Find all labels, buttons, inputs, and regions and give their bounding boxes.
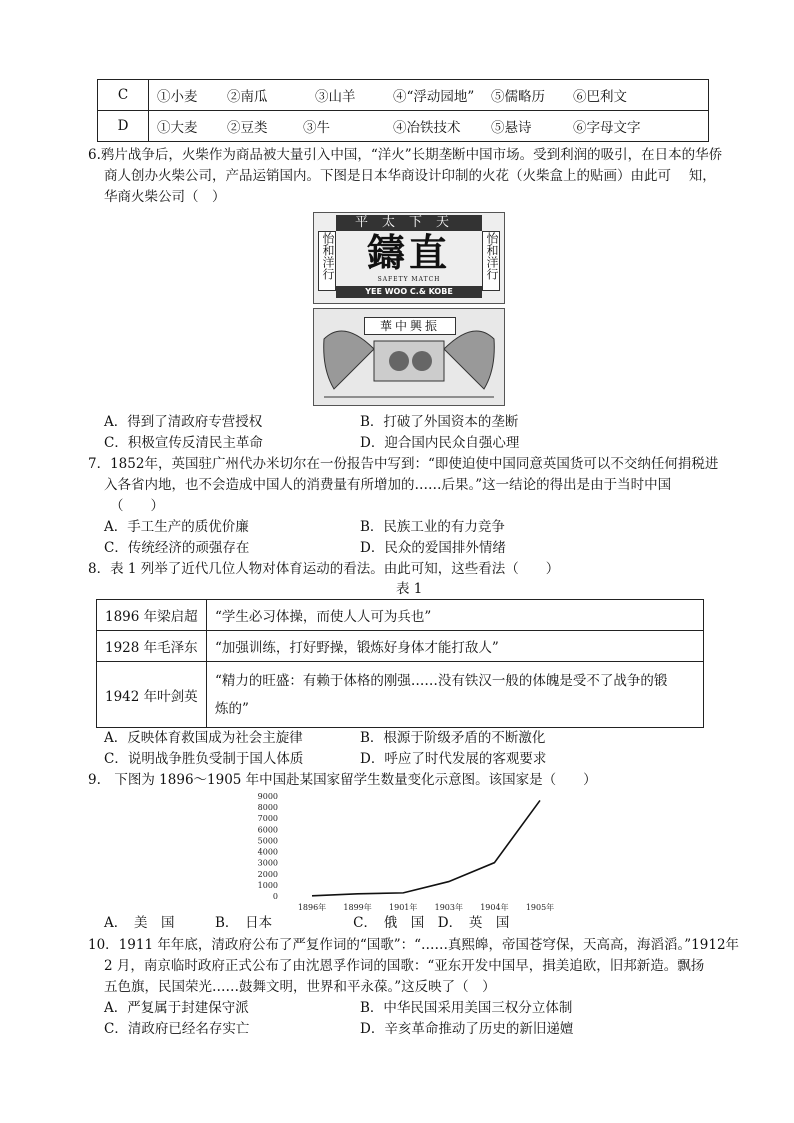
match-label-top <box>313 212 505 304</box>
x-tick-label: 1905年 <box>525 903 555 912</box>
item: ④“浮动园地” <box>393 89 475 105</box>
q10-text-line1: 10．1911 年年底，清政府公布了严复作词的“国歌”：“……真熙皞，帝国苍穹保，天高高，海滔滔。”1912年 <box>88 937 740 953</box>
x-tick-label: 1901年 <box>389 903 418 912</box>
view-line: 炼的” <box>215 700 249 717</box>
q7-text-line3: （ ） <box>110 498 164 514</box>
views-table <box>96 599 704 728</box>
y-tick-label: 9000 <box>257 792 278 801</box>
q9-options[interactable]: A． 美 国 B． 日本 C． 俄 国 D． 英 国 <box>104 915 510 931</box>
item: ⑥字母文字 <box>573 120 641 136</box>
table-row <box>97 631 704 662</box>
q10-option-a[interactable]: A．严复属于封建保守派 <box>104 1000 249 1016</box>
q8-text-line1: 8．表 1 列举了近代几位人物对体育运动的看法。由此可知，这些看法（ ） <box>88 561 560 577</box>
y-tick-label: 2000 <box>257 869 278 879</box>
y-tick-label: 3000 <box>257 858 278 868</box>
students-chart <box>248 790 578 915</box>
y-tick-label: 6000 <box>257 825 278 835</box>
center-characters: 鑄直 <box>366 230 451 275</box>
item: ①大麦 <box>157 120 198 136</box>
q6-text-line3: 华商火柴公司（ ） <box>104 189 226 205</box>
y-tick-label: 8000 <box>257 803 278 813</box>
x-tick-label: 1899年 <box>343 903 372 912</box>
right-side-text: 怡和洋行 <box>482 231 500 291</box>
view-line: “精力的旺盛：有赖于体格的刚强……没有铁汉一般的体魄是受不了战争的锻 <box>215 672 668 689</box>
row-items <box>149 80 709 111</box>
view-cell: “学生必习体操，而使人人可为兵也” <box>207 600 704 631</box>
bottom-banner: 華中興振 <box>364 317 456 335</box>
q8-option-a[interactable]: A．反映体育救国成为社会主旋律 <box>104 730 303 746</box>
q9-text-line1: 9. 下图为 1896～1905 年中国赴某国家留学生数量变化示意图。该国家是（ ） <box>88 772 597 788</box>
series-line <box>312 800 540 895</box>
person-cell: 1896 年梁启超 <box>97 600 207 631</box>
person-cell: 1928 年毛泽东 <box>97 631 207 662</box>
x-tick-label: 1896年 <box>297 903 327 912</box>
q7-option-c[interactable]: C．传统经济的顽强存在 <box>104 540 250 556</box>
q6-option-a[interactable]: A．得到了清政府专营授权 <box>104 414 263 430</box>
q7-text-line1: 7．1852年，英国驻广州代办米切尔在一份报告中写到：“即使迫使中国同意英国货可以不交纳任何捐税进 <box>88 456 719 472</box>
q6-option-c[interactable]: C．积极宣传反清民主革命 <box>104 435 263 451</box>
table-row <box>97 600 704 631</box>
match-label-bottom <box>313 308 505 406</box>
table-caption: 表 1 <box>396 581 423 597</box>
row-letter: C <box>98 80 149 111</box>
q7-text-line2: 入各省内地，也不会造成中国人的消费量有所增加的……后果。”这一结论的得出是由于当时中国 <box>104 477 672 493</box>
q7-option-a[interactable]: A．手工生产的质优价廉 <box>104 519 249 535</box>
view-cell <box>207 662 704 728</box>
students-chart-svg <box>248 790 578 915</box>
top-banner: 平太下天 <box>336 215 482 231</box>
q7-option-b[interactable]: B．民族工业的有力竞争 <box>360 519 505 535</box>
q8-option-c[interactable]: C．说明战争胜负受制于国人体质 <box>104 751 304 767</box>
row-items <box>149 111 709 142</box>
dragon-illustration <box>314 309 504 405</box>
table-row <box>98 111 709 142</box>
item: ⑤悬诗 <box>491 120 532 136</box>
q10-text-line3: 五色旗，民国荣光……鼓舞文明，世界和平永葆。”这反映了（ ） <box>104 979 496 995</box>
item: ③牛 <box>303 120 330 136</box>
table-row <box>98 80 709 111</box>
q10-option-d[interactable]: D．辛亥革命推动了历史的新旧递嬗 <box>360 1021 574 1037</box>
q7-option-d[interactable]: D．民众的爱国排外情绪 <box>360 540 506 556</box>
y-tick-label: 0 <box>272 892 278 901</box>
row-letter: D <box>98 111 149 142</box>
q6-option-d[interactable]: D．迎合国内民众自强心理 <box>360 435 520 451</box>
item: ④冶铁技术 <box>393 120 461 136</box>
y-tick-label: 5000 <box>257 836 278 846</box>
x-tick-label: 1903年 <box>434 903 463 912</box>
item: ②南瓜 <box>227 89 268 105</box>
table-row <box>97 662 704 728</box>
q10-option-b[interactable]: B．中华民国采用美国三权分立体制 <box>360 1000 573 1016</box>
q10-text-line2: 2 月，南京临时政府正式公布了由沈恩孚作词的国歌：“亚东开发中国早，揖美追欧，旧邦新造。飘扬 <box>104 958 705 974</box>
english-line1: SAFETY MATCH <box>377 276 441 283</box>
y-tick-label: 7000 <box>257 814 278 824</box>
options-table <box>97 79 709 142</box>
y-tick-label: 1000 <box>257 880 278 890</box>
q6-text-line1: 6.鸦片战争后，火柴作为商品被大量引入中国，“洋火”长期垄断中国市场。受到利润的吸引，在日本的华侨 <box>88 147 723 163</box>
q6-option-b[interactable]: B．打破了外国资本的垄断 <box>360 414 519 430</box>
q10-option-c[interactable]: C．清政府已经名存实亡 <box>104 1021 250 1037</box>
q8-option-b[interactable]: B．根源于阶级矛盾的不断激化 <box>360 730 546 746</box>
person-cell: 1942 年叶剑英 <box>97 662 207 728</box>
view-cell: “加强训练，打好野操，锻炼好身体才能打敌人” <box>207 631 704 662</box>
english-line2: YEE WOO C.& KOBE <box>336 286 482 298</box>
item: ①小麦 <box>157 89 198 105</box>
left-side-text: 怡和洋行 <box>318 231 336 291</box>
q8-option-d[interactable]: D．呼应了时代发展的客观要求 <box>360 751 547 767</box>
item: ③山羊 <box>315 89 356 105</box>
item: ②豆类 <box>227 120 268 136</box>
item: ⑤儒略历 <box>491 89 545 105</box>
q6-text-line2: 商人创办火柴公司，产品运销国内。下图是日本华商设计印制的火花（火柴盒上的贴画）由此可 知， <box>104 168 716 184</box>
y-tick-label: 4000 <box>257 847 278 857</box>
item: ⑥巴利文 <box>573 89 627 105</box>
x-tick-label: 1904年 <box>480 903 509 912</box>
